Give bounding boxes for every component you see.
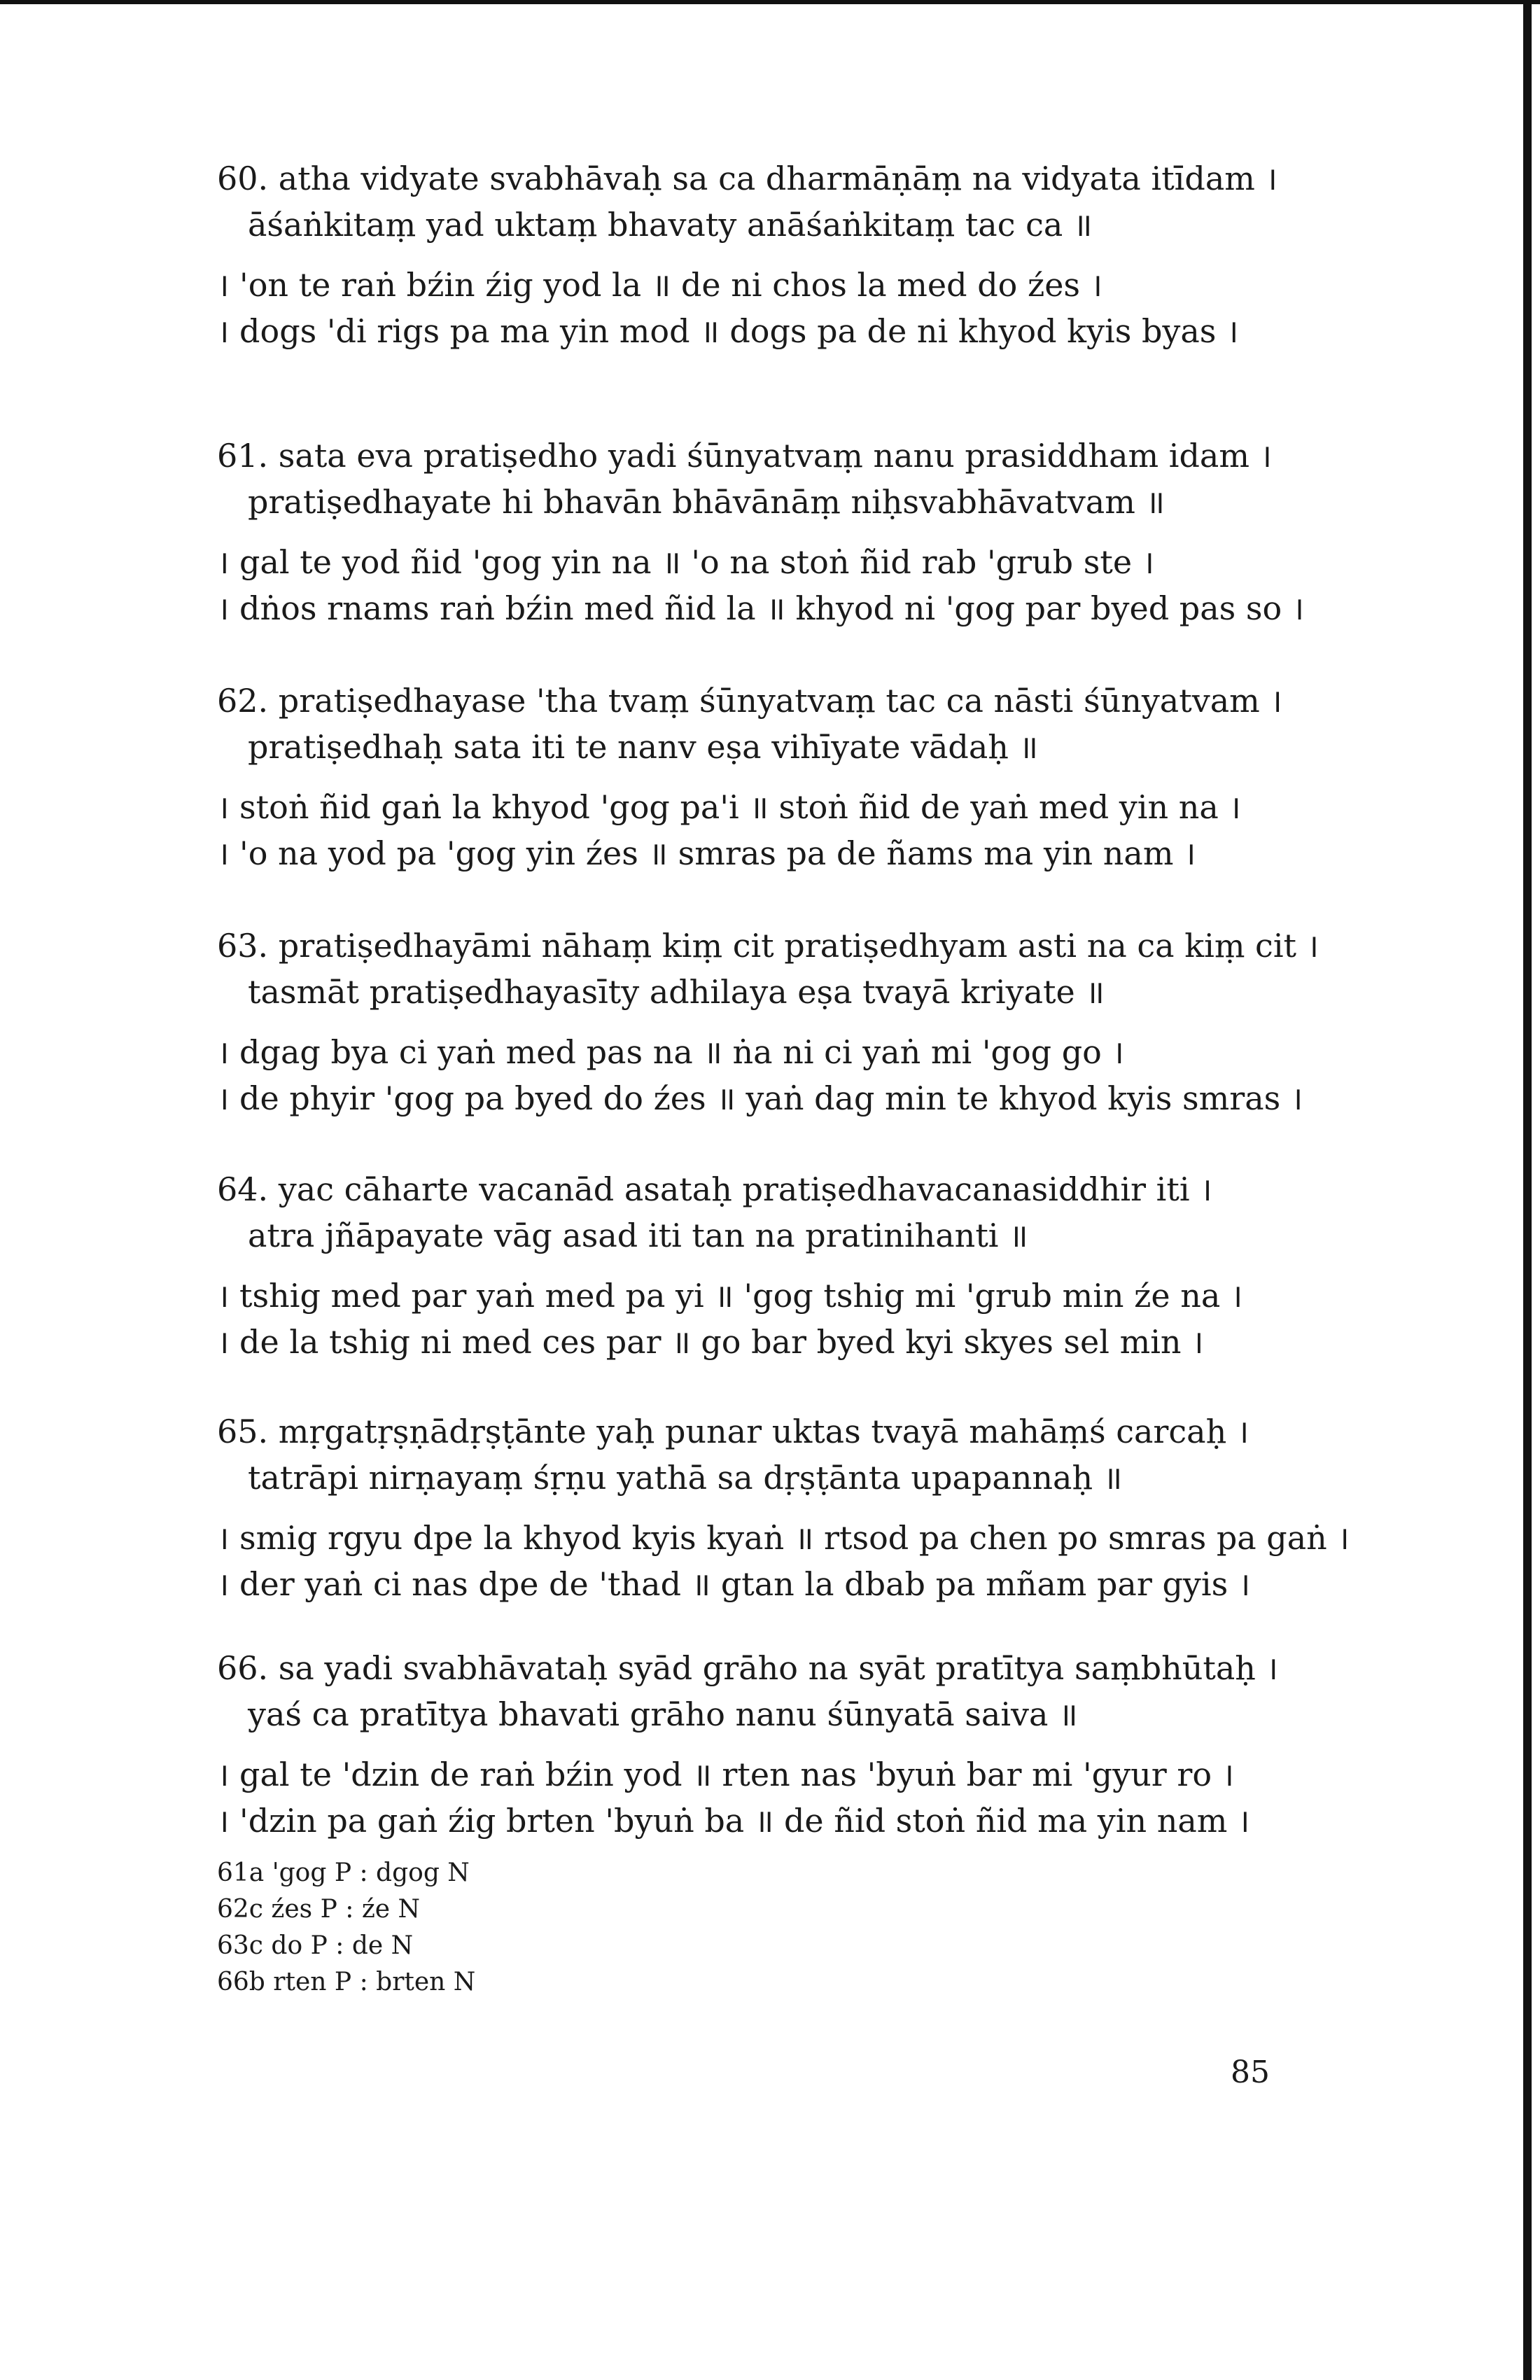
variant-notes	[217, 1855, 475, 2001]
verse-60	[217, 155, 1295, 354]
verse-64	[217, 1166, 1295, 1365]
sanskrit-line: 63. pratiṣedhayāmi nāhaṃ kiṃ cit pratiṣedhyam asti na ca kiṃ cit ।	[217, 923, 1295, 969]
note: 61a 'gog P : dgog N	[217, 1858, 470, 1887]
tibetan-line: । dogs 'di rigs pa ma yin mod ॥ dogs pa de ni khyod kyis byas ।	[217, 312, 1239, 350]
sanskrit-line: pratiṣedhaḥ sata iti te nanv eṣa vihīyate vādaḥ ॥	[248, 728, 1039, 766]
verse-number: 62.	[217, 682, 269, 720]
sanskrit-line: 65. mṛgatṛṣṇādṛṣṭānte yaḥ punar uktas tvayā mahāṃś carcaḥ ।	[217, 1408, 1295, 1455]
tibetan-line: । smig rgyu dpe la khyod kyis kyaṅ ॥ rtsod pa chen po smras pa gaṅ ।	[217, 1519, 1350, 1557]
sanskrit-line: pratiṣedhayate hi bhavān bhāvānāṃ niḥsvabhāvatvam ॥	[248, 483, 1166, 521]
page-number: 85	[1231, 2054, 1270, 2090]
note: 63c do P : de N	[217, 1931, 414, 1960]
verse-66	[217, 1645, 1295, 1844]
tibetan-line: । tshig med par yaṅ med pa yi ॥ 'gog tshig mi 'grub min źe na ।	[217, 1277, 1243, 1315]
sanskrit-line: āśaṅkitaṃ yad uktaṃ bhavaty anāśaṅkitaṃ tac ca ॥	[248, 206, 1093, 244]
note: 62c źes P : źe N	[217, 1895, 421, 1924]
tibetan-line: । 'o na yod pa 'gog yin źes ॥ smras pa de ñams ma yin nam ।	[217, 834, 1196, 872]
sanskrit-line: tatrāpi nirṇayaṃ śṛṇu yathā sa dṛṣṭānta upapannaḥ ॥	[248, 1459, 1123, 1497]
sanskrit-line: 60. atha vidyate svabhāvaḥ sa ca dharmāṇāṃ na vidyata itīdam ।	[217, 155, 1295, 202]
verse-number: 61.	[217, 437, 269, 475]
sanskrit-line: 66. sa yadi svabhāvataḥ syād grāho na syāt pratītya saṃbhūtaḥ ।	[217, 1645, 1295, 1691]
sanskrit-line: atra jñāpayate vāg asad iti tan na pratinihanti ॥	[248, 1217, 1028, 1254]
verse-61	[217, 433, 1305, 631]
verse-number: 64.	[217, 1170, 269, 1208]
sanskrit-line: 64. yac cāharte vacanād asataḥ pratiṣedhavacanasiddhir iti ।	[217, 1166, 1295, 1212]
tibetan-line: । 'dzin pa gaṅ źig brten 'byuṅ ba ॥ de ñid stoṅ ñid ma yin nam ।	[217, 1802, 1250, 1840]
tibetan-line: । 'on te raṅ bźin źig yod la ॥ de ni chos la med do źes ।	[217, 266, 1103, 304]
tibetan-line: । gal te yod ñid 'gog yin na ॥ 'o na stoṅ ñid rab 'grub ste ।	[217, 543, 1155, 581]
verse-65	[217, 1408, 1350, 1607]
tibetan-line: । gal te 'dzin de raṅ bźin yod ॥ rten nas 'byuṅ bar mi 'gyur ro ।	[217, 1756, 1235, 1793]
verse-62	[217, 678, 1295, 876]
tibetan-line: । dgag bya ci yaṅ med pas na ॥ ṅa ni ci yaṅ mi 'gog go ।	[217, 1033, 1124, 1071]
tibetan-line: । stoṅ ñid gaṅ la khyod 'gog pa'i ॥ stoṅ ñid de yaṅ med yin na ।	[217, 788, 1241, 826]
tibetan-line: । der yaṅ ci nas dpe de 'thad ॥ gtan la dbab pa mñam par gyis ।	[217, 1565, 1251, 1603]
verse-number: 60.	[217, 160, 269, 197]
right-edge-rule	[1523, 0, 1532, 2380]
verse-number: 63.	[217, 927, 269, 965]
sanskrit-line: 62. pratiṣedhayase 'tha tvaṃ śūnyatvaṃ tac ca nāsti śūnyatvam ।	[217, 678, 1295, 724]
tibetan-line: । de la tshig ni med ces par ॥ go bar byed kyi skyes sel min ।	[217, 1323, 1204, 1361]
tibetan-line: । dṅos rnams raṅ bźin med ñid la ॥ khyod ni 'gog par byed pas so ।	[217, 589, 1305, 627]
note: 66b rten P : brten N	[217, 1968, 476, 1996]
tibetan-line: । de phyir 'gog pa byed do źes ॥ yaṅ dag min te khyod kyis smras ।	[217, 1079, 1303, 1117]
top-edge-rule	[0, 0, 1540, 4]
verse-63	[217, 923, 1320, 1121]
sanskrit-line: 61. sata eva pratiṣedho yadi śūnyatvaṃ nanu prasiddham idam ।	[217, 433, 1295, 479]
sanskrit-line: yaś ca pratītya bhavati grāho nanu śūnyatā saiva ॥	[248, 1695, 1078, 1733]
sanskrit-line: tasmāt pratiṣedhayasīty adhilaya eṣa tvayā kriyate ॥	[248, 973, 1105, 1011]
verse-number: 65.	[217, 1413, 269, 1450]
verse-number: 66.	[217, 1649, 269, 1687]
